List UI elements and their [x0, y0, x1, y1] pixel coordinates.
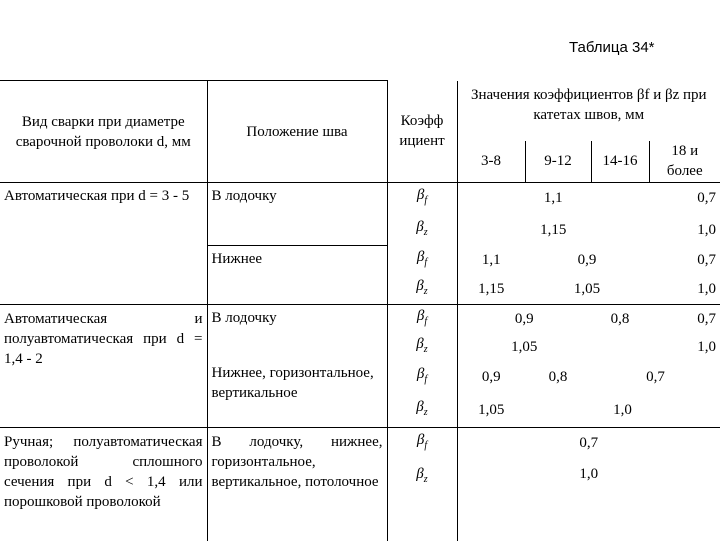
value-cell: 1,0 — [697, 221, 717, 238]
weld-type-auto-semi-text: Автоматическая и полуавтоматическая при d = 1,4 - 2 — [4, 311, 203, 367]
beta-f-symbol: $\beta_f$ — [416, 187, 428, 207]
value-cell: 0,7 — [697, 310, 717, 327]
value-cell: 1,0 — [649, 274, 720, 305]
header-coefficient — [387, 81, 457, 183]
value-cell: 0,7 — [697, 190, 717, 207]
beta-z-symbol: $\beta_z$ — [416, 398, 428, 418]
value-cell: 1,0 — [579, 465, 599, 482]
header-weld-type — [0, 81, 207, 183]
value-cell: 0,7 — [697, 251, 717, 268]
beta-z-symbol: $\beta_z$ — [416, 218, 428, 238]
beta-f-symbol: $\beta_f$ — [416, 431, 428, 451]
coef-f-label — [387, 361, 457, 393]
header-leg-18-plus — [649, 141, 720, 183]
header-coefficient-line2: ициент — [399, 133, 445, 150]
beta-f-symbol: $\beta_f$ — [416, 248, 428, 268]
weld-type-auto-semi-1-4-2 — [0, 305, 207, 428]
value-cell: 1,1 — [543, 190, 563, 207]
header-values-group — [457, 81, 720, 141]
coef-z-label — [387, 214, 457, 246]
header-weld-type-text: Вид сварки при диаметре сварочной проволоки d, мм — [15, 113, 191, 150]
value-cell: 1,0 — [697, 338, 717, 355]
header-leg-9-12: 9-12 — [525, 141, 591, 183]
value-cell: 1,05 — [525, 274, 649, 305]
coef-f-label — [387, 305, 457, 333]
header-coefficient-line1: Коэфф — [400, 113, 444, 130]
header-leg-18-line2: более — [666, 163, 703, 180]
beta-z-symbol: $\beta_z$ — [416, 277, 428, 297]
coef-f-label — [387, 183, 457, 214]
table-caption: Таблица 34* — [569, 39, 655, 56]
position-bottom-horizontal-vertical: Нижнее, горизонтальное, вертикальное — [207, 361, 387, 428]
value-cell: 1,05 — [511, 338, 538, 355]
value-cell: 0,9 — [514, 310, 534, 327]
value-cell: 0,8 — [548, 368, 568, 385]
value-cell: 0,7 — [579, 434, 599, 451]
value-cell: 1,15 — [540, 221, 567, 238]
coef-z-label — [387, 393, 457, 428]
value-cell: 0,9 — [481, 368, 501, 385]
value-cell: 1,05 — [457, 393, 525, 428]
position-all — [207, 428, 387, 541]
value-cell: 0,8 — [610, 310, 630, 327]
value-cell: 0,7 — [646, 368, 665, 385]
weld-type-auto-3-5 — [0, 183, 207, 305]
beta-z-symbol: $\beta_z$ — [416, 465, 428, 485]
position-boat-1: В лодочку — [207, 183, 387, 246]
coef-z-label — [387, 274, 457, 305]
coef-f-label — [387, 428, 457, 458]
header-seam-position — [207, 81, 387, 183]
value-cell: 1,0 — [525, 393, 720, 428]
position-bottom: Нижнее — [207, 246, 387, 305]
position-boat-2: В лодочку — [207, 305, 387, 361]
coef-z-label — [387, 333, 457, 361]
weld-type-manual-text: Ручная; полуавтоматическая проволокой сплошного сечения при d < 1,4 или порошковой проволокой — [4, 434, 203, 510]
header-values-group-text: Значения коэффициентов βf и βz при катетах швов, мм — [470, 86, 707, 123]
beta-f-symbol: $\beta_f$ — [416, 307, 428, 327]
weld-type-auto-3-5-text: Автоматическая при d = 3 - 5 — [4, 188, 190, 204]
beta-f-symbol: $\beta_f$ — [416, 365, 428, 385]
coef-z-label — [387, 458, 457, 541]
coefficients-table — [0, 80, 720, 541]
value-cell: 1,15 — [457, 274, 525, 305]
header-leg-14-16: 14-16 — [591, 141, 649, 183]
header-leg-3-8: 3-8 — [457, 141, 525, 183]
header-seam-position-text: Положение шва — [246, 123, 348, 140]
beta-z-symbol: $\beta_z$ — [416, 335, 428, 355]
header-leg-18-line1: 18 и — [671, 143, 699, 160]
value-cell: 1,1 — [481, 251, 501, 268]
position-all-text: В лодочку, нижнее, горизонтальное, вертикальное, потолочное — [211, 434, 383, 490]
coef-f-label — [387, 246, 457, 274]
weld-type-manual-semi — [0, 428, 207, 541]
value-cell: 0,9 — [577, 251, 597, 268]
